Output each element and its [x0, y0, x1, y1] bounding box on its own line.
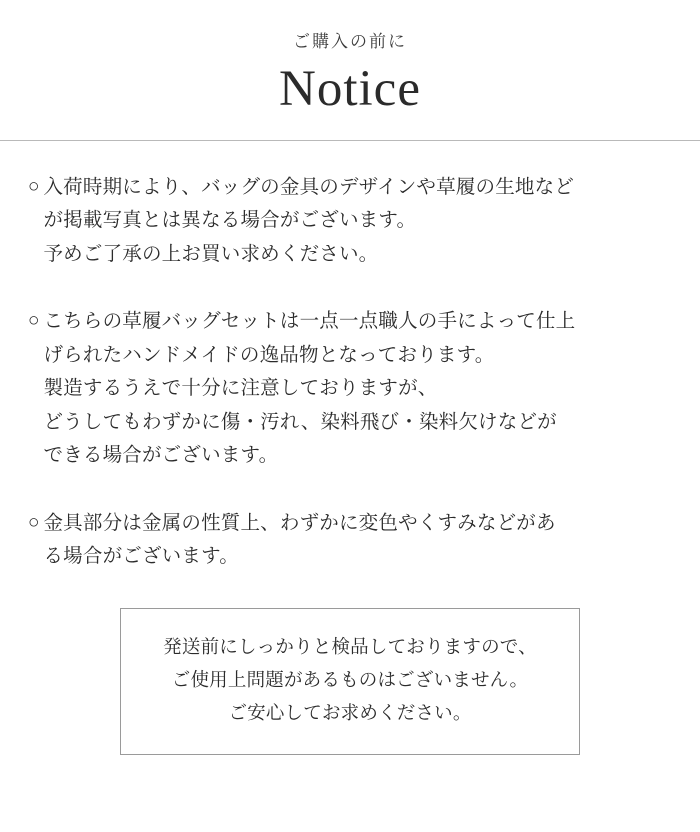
bullet-icon: ○	[28, 511, 40, 533]
text-line: どうしてもわずかに傷・汚れ、染料飛び・染料欠けなどが	[43, 410, 557, 433]
text-line: る場合がございます。	[43, 545, 239, 568]
list-item	[28, 507, 672, 574]
bullet-icon: ○	[28, 310, 40, 332]
list-item-text	[43, 305, 672, 473]
text-line: 金具部分は金属の性質上、わずかに変色やくすみなどがあ	[43, 511, 556, 534]
list-item-text	[43, 171, 672, 272]
callout-line: ご安心してお求めください。	[228, 701, 472, 723]
bullet-icon: ○	[28, 175, 40, 197]
callout-box	[120, 608, 580, 755]
page-header	[0, 0, 700, 122]
callout-wrapper	[0, 608, 700, 755]
list-item	[28, 171, 672, 272]
callout-line: 発送前にしっかりと検品しておりますので、	[163, 635, 537, 657]
page-title: Notice	[279, 60, 421, 117]
text-line: が掲載写真とは異なる場合がございます。	[43, 209, 417, 232]
text-line: 入荷時期により、バッグの金具のデザインや草履の生地など	[43, 175, 575, 198]
list-item-text	[43, 507, 672, 574]
text-line: できる場合がございます。	[43, 444, 279, 467]
text-line: 予めご了承の上お買い求めください。	[43, 242, 379, 265]
callout-line: ご使用上問題があるものはございません。	[171, 668, 529, 690]
page-subtitle: ご購入の前に	[293, 32, 407, 51]
list-item	[28, 305, 672, 473]
text-line: こちらの草履バッグセットは一点一点職人の手によって仕上	[43, 310, 576, 333]
text-line: げられたハンドメイドの逸品物となっております。	[43, 343, 495, 366]
text-line: 製造するうえで十分に注意しておりますが、	[43, 377, 438, 400]
notice-list	[0, 141, 700, 574]
